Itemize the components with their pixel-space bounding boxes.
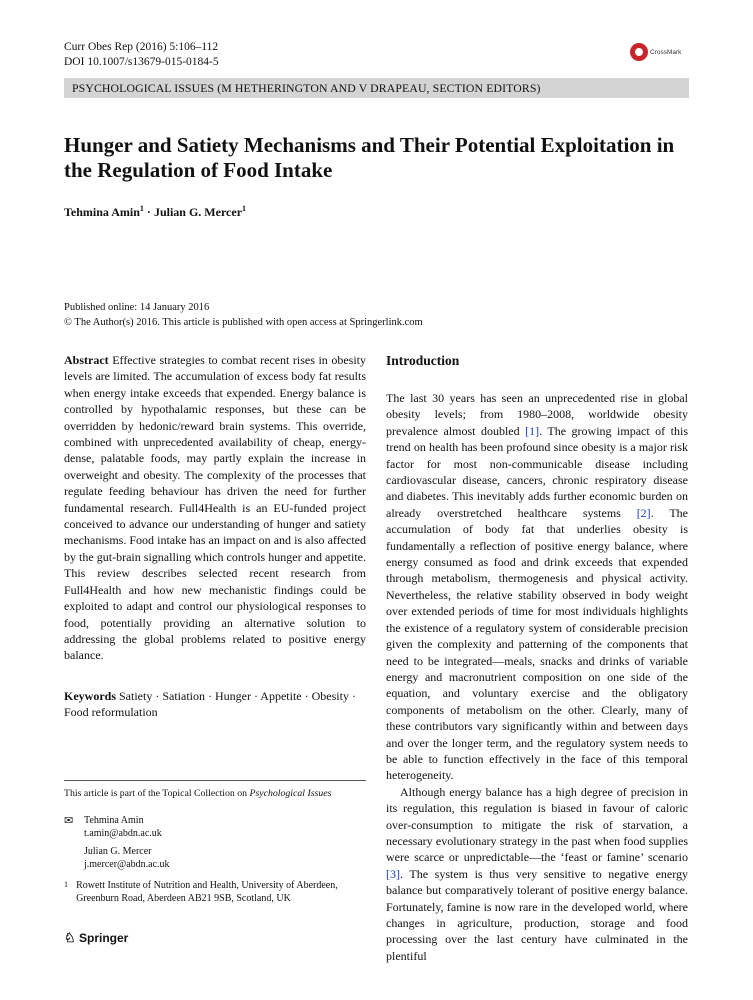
- topical-prefix: This article is part of the Topical Collection on: [64, 788, 250, 799]
- abstract: [64, 352, 366, 664]
- contact-name: Tehmina Amin: [84, 815, 144, 826]
- contact-name: Julian G. Mercer: [84, 846, 152, 858]
- publisher-logo: [64, 930, 128, 946]
- contact-email[interactable]: j.mercer@abdn.ac.uk: [84, 858, 170, 870]
- left-column: [64, 352, 366, 721]
- topical-collection-name[interactable]: Psychological Issues: [249, 788, 332, 799]
- crossmark-icon: [630, 43, 648, 61]
- springer-horse-icon: ♘: [64, 930, 76, 945]
- intro-paragraph-2: [386, 784, 688, 964]
- publisher-name: Springer: [79, 931, 129, 945]
- doi[interactable]: DOI 10.1007/s13679-015-0184-5: [64, 56, 219, 68]
- author-name[interactable]: Tehmina Amin: [64, 205, 140, 219]
- crossmark-label: CrossMark: [650, 48, 682, 56]
- envelope-icon: ✉: [64, 815, 74, 827]
- author-list: [64, 204, 246, 220]
- section-banner: PSYCHOLOGICAL ISSUES (M HETHERINGTON AND V DRAPEAU, SECTION EDITORS): [64, 78, 689, 98]
- author-name[interactable]: Julian G. Mercer: [153, 205, 243, 219]
- published-date: Published online: 14 January 2016: [64, 302, 210, 313]
- affiliation-text: Rowett Institute of Nutrition and Health, University of Aberdeen, Greenburn Road, Aberdeen AB21 9SB, Scotland, UK: [76, 880, 338, 904]
- affiliation-marker: 1: [242, 204, 247, 213]
- keywords-label: Keywords: [64, 688, 116, 703]
- keywords-text: Satiety · Satiation · Hunger · Appetite · Obesity · Food reformulation: [64, 688, 356, 720]
- intro-text: The last 30 years has seen an unprecedented rise in global obesity levels; from 1980–2008, worldwide obesity prevalence almost doubled: [386, 391, 688, 438]
- journal-citation: [64, 40, 219, 70]
- crossmark-badge[interactable]: [630, 42, 692, 62]
- journal-reference: Curr Obes Rep (2016) 5:106–112: [64, 41, 219, 53]
- keywords: [64, 688, 366, 721]
- corresponding-contacts: [64, 815, 170, 871]
- article-title: Hunger and Satiety Mechanisms and Their Potential Exploitation in the Regulation of Food Intake: [64, 133, 675, 182]
- abstract-text: Effective strategies to combat recent rises in obesity levels are limited. The accumulation of excess body fat results when energy intake exceeds that expended. Energy balance is controlled by hypothalamic responses, but these can be overridden by hedonic/reward brain systems. This override, combined with unprecedented availability of cheap, energy-dense, palatable foods, may partly explain the increase in overweight and obesity. The complexity of the processes that regulate feeding behaviour has driven the need for further fundamental research. Full4Health is an EU-funded project conceived to advance our understanding of hunger and satiety mechanisms. Food intake has an impact on and is also affected by the gut-brain signalling which controls hunger and appetite. This review describes selected recent research from Full4Health and how new mechanistic findings could be exploited to adapt and control our physiological responses to food, potentially providing an alternative solution to addressing the global problems related to positive energy balance.: [64, 353, 367, 663]
- author-separator: ·: [143, 205, 154, 219]
- intro-text: . The growing impact of this trend on health has been profound since obesity is a major risk factor for most non-communicable disease including cardiovascular disease, cancers, chronic respiratory disease and diabetes. This inevitably adds further economic burden on already overstretched healthcare systems: [386, 423, 688, 520]
- topical-collection-note: [64, 780, 366, 800]
- publication-info: [64, 300, 423, 330]
- intro-text: Although energy balance has a high degree of precision in its regulation, this regulation is biased in favour of caloric over-consumption to mitigate the risk of starvation, a necessary evolutionary strategy in the past when food supplies were scarce or unpredictable—the ‘feast or famine’ scenario: [386, 784, 688, 865]
- citation-link[interactable]: [2]: [636, 505, 651, 520]
- citation-link[interactable]: [3]: [386, 866, 400, 881]
- introduction-heading: Introduction: [386, 353, 460, 368]
- intro-text: . The accumulation of body fat that underlies obesity is fundamentally a reflection of positive energy balance, where energy consumed as food and drink exceeds that expended through metabolism, thermogenesis and physical activity. Nevertheless, the relative stability observed in body weight over extended periods of time for most individuals highlights the existence of a regulatory system of considerable precision given the complexity and patterning of the components that need to be integrated—meals, snacks and drinks of variable energy and macronutrient composition on one side of the equation, and voluntary exercise and the obligatory components of metabolism on the other. Clearly, many of these contributors vary significantly within and between days and over the longer term, and the regulatory system needs to be able to function effectively in the face of this temporal heterogeneity.: [386, 505, 688, 783]
- affiliation-marker: 1: [139, 204, 144, 213]
- citation-link[interactable]: [1]: [525, 423, 540, 438]
- right-column: [386, 352, 688, 964]
- affiliation: [64, 879, 366, 905]
- intro-paragraph-1: [386, 390, 688, 784]
- abstract-label: Abstract: [64, 353, 109, 367]
- contact-email[interactable]: t.amin@abdn.ac.uk: [84, 827, 162, 839]
- intro-text: . The system is thus very sensitive to negative energy balance but comparatively tolerant of positive energy balance. Fortunately, famine is now rare in the developed world, where changes in agriculture, production, storage and food processing over the last century have culminated in the plentiful: [386, 866, 688, 963]
- affiliation-number: 1: [64, 880, 68, 889]
- copyright-notice: © The Author(s) 2016. This article is published with open access at Springerlink.com: [64, 317, 423, 328]
